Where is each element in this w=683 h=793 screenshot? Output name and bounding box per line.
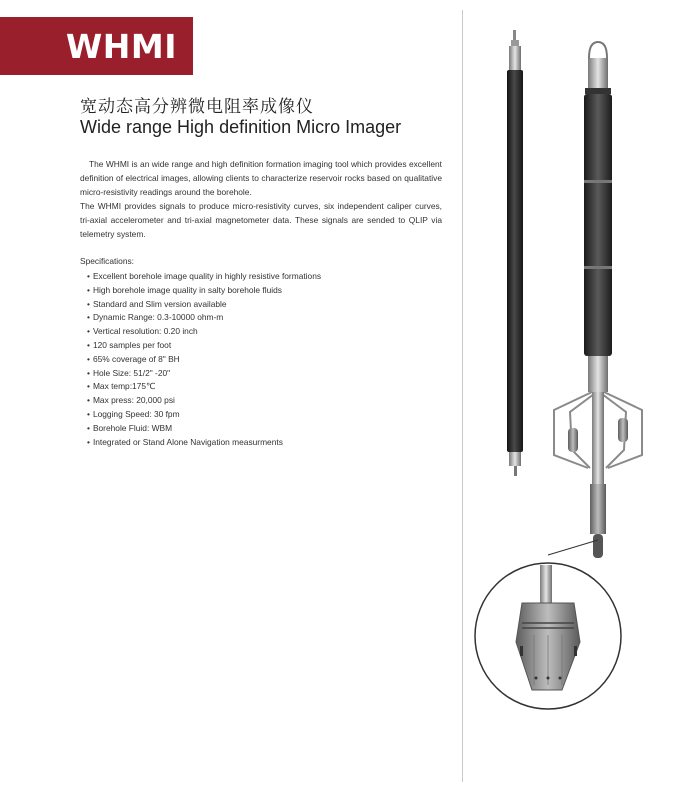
imager-tool [550, 42, 642, 558]
tool-illustration [470, 30, 680, 785]
description [80, 157, 442, 241]
spec-item: • Standard and Slim version available [87, 298, 321, 312]
specifications-list [87, 270, 321, 449]
spec-item: • 65% coverage of 8" BH [87, 353, 321, 367]
spec-item: • Borehole Fluid: WBM [87, 422, 321, 436]
callout-line [548, 540, 598, 555]
spec-item: • Dynamic Range: 0.3-10000 ohm-m [87, 311, 321, 325]
pad-detail-magnifier [475, 563, 621, 709]
description-paragraph-1: The WHMI is an wide range and high definition formation imaging tool which provides excellent definition of electrical images, allowing clients to characterize reservoir rocks based on qualitative micro-resistivity readings around the borehole. [80, 159, 442, 197]
spec-item: • Logging Speed: 30 fpm [87, 408, 321, 422]
column-divider [462, 10, 463, 782]
spec-item: • Max temp:175℃ [87, 380, 321, 394]
page-title-chinese: 宽动态高分辨微电阻率成像仪 [80, 97, 314, 117]
banner-label: WHMI [65, 26, 177, 66]
description-paragraph-2: The WHMI provides signals to produce micro-resistivity curves, six independent caliper curves, tri-axial accelerometer and tri-axial magnetometer data. These signals are sended to QLIP via telemetry system. [80, 201, 442, 239]
spec-item: • Excellent borehole image quality in highly resistive formations [87, 270, 321, 284]
page-title-english: Wide range High definition Micro Imager [80, 117, 402, 137]
title-banner [0, 17, 193, 75]
spec-item: • Hole Size: 51/2" -20" [87, 367, 321, 381]
spec-item: • Integrated or Stand Alone Navigation measurments [87, 436, 321, 450]
left-rod [507, 30, 523, 476]
spec-item: • Vertical resolution: 0.20 inch [87, 325, 321, 339]
spec-item: • High borehole image quality in salty borehole fluids [87, 284, 321, 298]
spec-item: • 120 samples per foot [87, 339, 321, 353]
spec-item: • Max press: 20,000 psi [87, 394, 321, 408]
specifications-heading: Specifications: [80, 256, 134, 266]
